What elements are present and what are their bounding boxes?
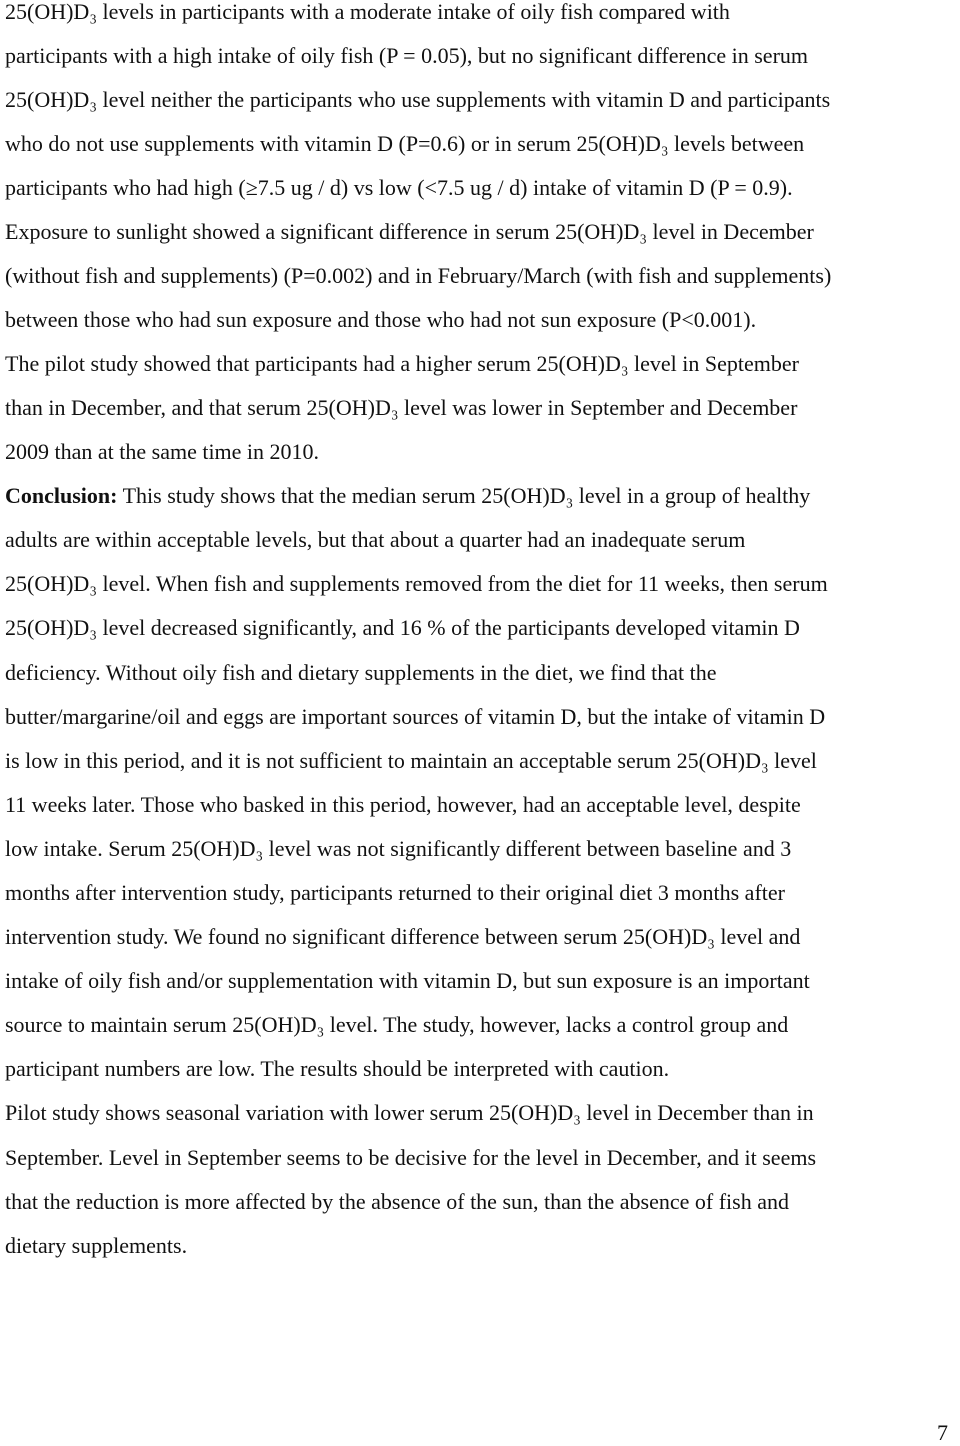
text-line: dietary supplements. xyxy=(5,1233,188,1258)
text-line: intake of oily fish and/or supplementation with vitamin D, but sun exposure is an important xyxy=(5,968,810,993)
text-line: participants who had high (≥7.5 ug / d) vs low (<7.5 ug / d) intake of vitamin D (P = 0.9). xyxy=(5,175,793,200)
text-line: (without fish and supplements) (P=0.002) and in February/March (with fish and supplements) xyxy=(5,263,832,288)
conclusion-text: This study shows that the median serum 25(OH)D₃ level in a group of healthy xyxy=(117,483,811,508)
text-line: low intake. Serum 25(OH)D₃ level was not significantly different between baseline and 3 xyxy=(5,836,792,861)
text-line: who do not use supplements with vitamin D (P=0.6) or in serum 25(OH)D₃ levels between xyxy=(5,131,805,156)
text-line: butter/margarine/oil and eggs are important sources of vitamin D, but the intake of vitamin D xyxy=(5,704,826,729)
text-line: 25(OH)D₃ level decreased significantly, and 16 % of the participants developed vitamin D xyxy=(5,615,800,640)
page-number: 7 xyxy=(937,1420,948,1445)
text-line: between those who had sun exposure and those who had not sun exposure (P<0.001). xyxy=(5,307,757,332)
text-line: intervention study. We found no significant difference between serum 25(OH)D₃ level and xyxy=(5,924,801,949)
text-line: 2009 than at the same time in 2010. xyxy=(5,439,320,464)
text-line: that the reduction is more affected by the absence of the sun, than the absence of fish and xyxy=(5,1189,789,1214)
text-line: participant numbers are low. The results should be interpreted with caution. xyxy=(5,1056,670,1081)
conclusion-heading: Conclusion: xyxy=(5,483,118,508)
text-line: deficiency. Without oily fish and dietary supplements in the diet, we find that the xyxy=(5,660,717,685)
text-line: 25(OH)D₃ levels in participants with a moderate intake of oily fish compared with xyxy=(5,0,730,24)
text-line: 25(OH)D₃ level neither the participants who use supplements with vitamin D and participants xyxy=(5,87,831,112)
text-line: 11 weeks later. Those who basked in this period, however, had an acceptable level, despite xyxy=(5,792,801,817)
conclusion-first-line xyxy=(5,483,810,509)
text-line: adults are within acceptable levels, but that about a quarter had an inadequate serum xyxy=(5,527,746,552)
text-line: participants with a high intake of oily fish (P = 0.05), but no significant difference in serum xyxy=(5,43,809,68)
text-line: The pilot study showed that participants had a higher serum 25(OH)D₃ level in September xyxy=(5,351,799,376)
text-line: is low in this period, and it is not sufficient to maintain an acceptable serum 25(OH)D₃ level xyxy=(5,748,817,773)
text-line: 25(OH)D₃ level. When fish and supplements removed from the diet for 11 weeks, then serum xyxy=(5,571,828,596)
text-line: months after intervention study, participants returned to their original diet 3 months after xyxy=(5,880,785,905)
text-line: Exposure to sunlight showed a significant difference in serum 25(OH)D₃ level in December xyxy=(5,219,814,244)
text-line: than in December, and that serum 25(OH)D₃ level was lower in September and December xyxy=(5,395,798,420)
text-line: source to maintain serum 25(OH)D₃ level. The study, however, lacks a control group and xyxy=(5,1012,789,1037)
text-line: Pilot study shows seasonal variation with lower serum 25(OH)D₃ level in December than in xyxy=(5,1100,814,1125)
text-line: September. Level in September seems to be decisive for the level in December, and it seems xyxy=(5,1145,817,1170)
